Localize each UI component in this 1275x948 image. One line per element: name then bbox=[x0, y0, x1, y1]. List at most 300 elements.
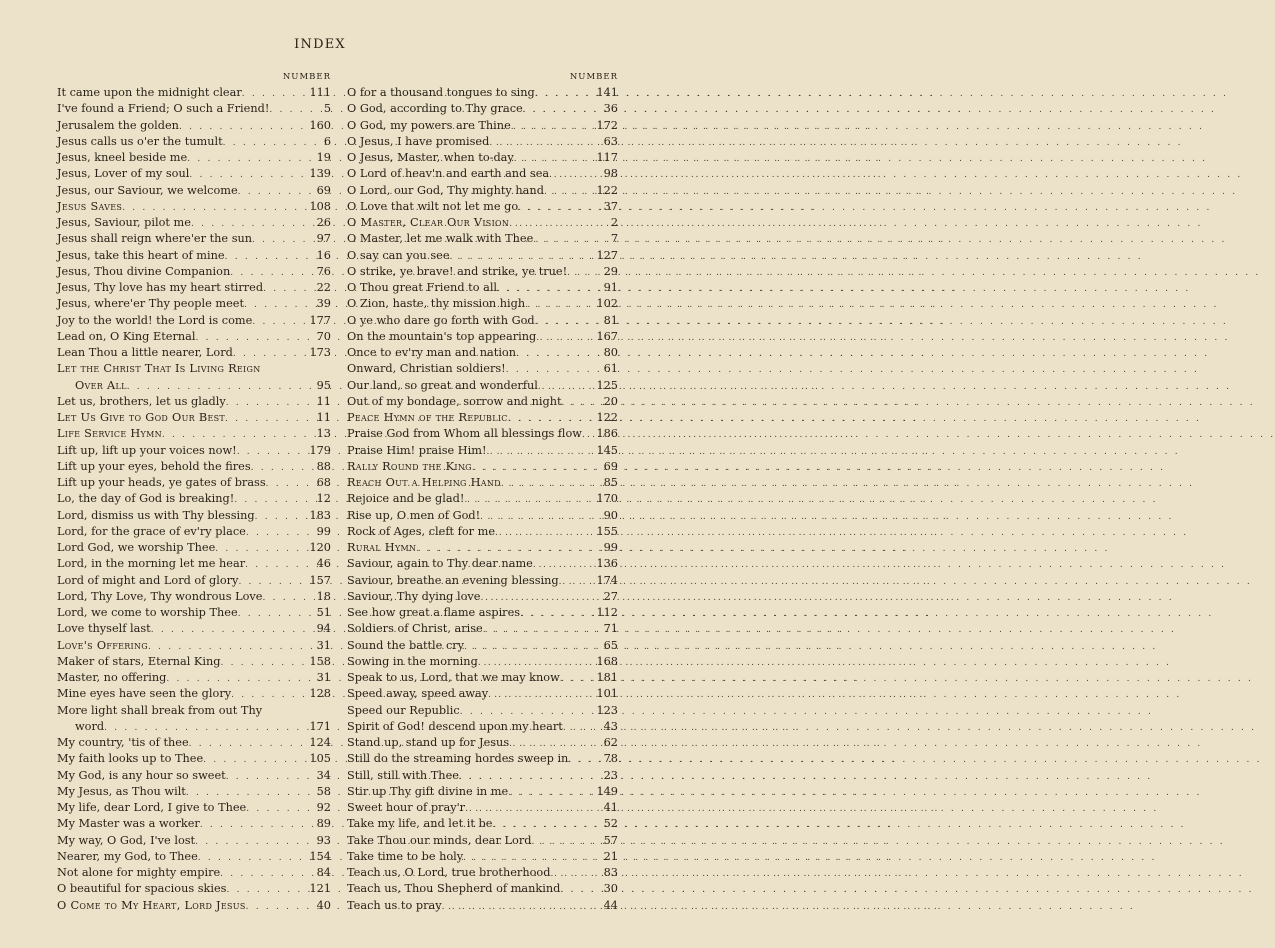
hymn-number: 37 bbox=[603, 199, 618, 213]
hymn-number: 149 bbox=[596, 784, 618, 798]
hymn-number: 117 bbox=[596, 151, 618, 164]
index-entry bbox=[57, 231, 331, 247]
hymn-title: Sweet hour of pray'r bbox=[347, 801, 466, 814]
index-entry bbox=[57, 621, 331, 637]
leader-dots bbox=[226, 882, 306, 898]
leader-dots bbox=[560, 671, 593, 687]
hymn-number: 11 bbox=[316, 394, 331, 408]
leader-dots bbox=[223, 135, 306, 151]
hymn-number: 160 bbox=[309, 118, 331, 132]
index-entry bbox=[347, 85, 618, 101]
hymn-number: 36 bbox=[603, 102, 618, 116]
leader-dots bbox=[162, 427, 306, 443]
leader-dots bbox=[535, 86, 593, 102]
index-entry bbox=[347, 898, 618, 914]
hymn-number: 69 bbox=[316, 183, 331, 197]
index-entry bbox=[347, 508, 618, 524]
index-entry bbox=[57, 524, 331, 540]
leader-dots bbox=[567, 265, 593, 281]
index-entry bbox=[57, 166, 331, 182]
hymn-number: 154 bbox=[309, 849, 331, 863]
hymn-number: 69 bbox=[603, 459, 618, 473]
hymn-number: 13 bbox=[316, 427, 331, 441]
hymn-title: Rural Hymn bbox=[347, 541, 417, 554]
index-entry bbox=[347, 768, 618, 784]
hymn-number: 30 bbox=[603, 882, 618, 896]
hymn-number: 57 bbox=[603, 833, 618, 847]
index-entry bbox=[347, 589, 618, 605]
index-entry bbox=[347, 378, 618, 394]
leader-dots bbox=[489, 135, 593, 151]
index-entry bbox=[347, 134, 618, 150]
index-entry bbox=[57, 865, 331, 881]
hymn-number: 91 bbox=[603, 281, 618, 294]
leader-dots bbox=[559, 574, 593, 590]
hymn-title: Jesus, our Saviour, we welcome bbox=[57, 183, 238, 197]
index-entry bbox=[57, 280, 331, 296]
hymn-number: 29 bbox=[603, 264, 618, 278]
hymn-title: O Jesus, I have promised bbox=[347, 134, 490, 148]
hymn-title: My Jesus, as Thou wilt bbox=[57, 784, 186, 798]
leader-dots bbox=[245, 557, 306, 573]
leader-dots bbox=[148, 639, 306, 655]
hymn-title: Jerusalem the golden bbox=[57, 118, 179, 132]
index-entry bbox=[347, 231, 618, 247]
hymn-number: 58 bbox=[316, 784, 331, 798]
hymn-title: word bbox=[75, 719, 105, 733]
index-entry bbox=[347, 605, 618, 621]
hymn-title: Saviour, Thy dying love bbox=[347, 589, 481, 603]
leader-dots bbox=[196, 330, 306, 346]
hymn-title: O beautiful for spacious skies bbox=[57, 882, 227, 896]
hymn-title: O Zion, haste, thy mission high bbox=[347, 297, 526, 311]
hymn-number: 168 bbox=[596, 654, 618, 668]
index-entry bbox=[57, 573, 331, 589]
leader-dots bbox=[533, 557, 593, 573]
hymn-title: Jesus calls us o'er the tumult bbox=[57, 134, 223, 148]
hymn-number: 52 bbox=[603, 817, 618, 831]
hymn-title: Lord, we come to worship Thee bbox=[57, 606, 238, 619]
leader-dots bbox=[518, 200, 593, 216]
hymn-title: My country, 'tis of thee bbox=[57, 736, 189, 749]
leader-dots bbox=[234, 492, 306, 508]
hymn-title: Take time to be holy bbox=[347, 849, 464, 863]
hymn-number: 41 bbox=[603, 801, 618, 814]
hymn-title: Not alone for mighty empire bbox=[57, 866, 221, 879]
index-entry bbox=[57, 85, 331, 101]
index-entry bbox=[57, 264, 331, 280]
hymn-number: 90 bbox=[603, 508, 618, 522]
hymn-number: 84 bbox=[316, 866, 331, 879]
index-entry bbox=[347, 784, 618, 800]
hymn-title: Once to ev'ry man and nation bbox=[347, 346, 517, 359]
hymn-number: 111 bbox=[309, 86, 331, 99]
leader-dots bbox=[514, 151, 593, 167]
column-header: NUMBER bbox=[569, 72, 618, 82]
hymn-number: 88 bbox=[316, 459, 331, 473]
leader-dots bbox=[582, 427, 593, 443]
hymn-number: 181 bbox=[596, 671, 618, 684]
hymn-title: Maker of stars, Eternal King bbox=[57, 654, 221, 668]
hymn-number: 99 bbox=[316, 524, 331, 538]
index-entry bbox=[347, 670, 618, 686]
hymn-title: Rock of Ages, cleft for me bbox=[347, 524, 496, 538]
hymn-number: 16 bbox=[316, 248, 331, 262]
hymn-title: My God, is any hour so sweet bbox=[57, 768, 226, 782]
leader-dots bbox=[191, 216, 306, 232]
index-entry bbox=[57, 654, 331, 670]
index-entry bbox=[347, 638, 618, 654]
hymn-title: Take my life, and let it be bbox=[347, 817, 493, 831]
leader-dots bbox=[550, 866, 593, 882]
leader-dots bbox=[226, 395, 306, 411]
hymn-title: Praise Him! praise Him! bbox=[347, 443, 487, 457]
leader-dots bbox=[127, 379, 306, 395]
index-entry bbox=[57, 361, 331, 377]
index-entry bbox=[57, 833, 331, 849]
hymn-number: 31 bbox=[316, 638, 331, 652]
leader-dots bbox=[459, 769, 593, 785]
leader-dots bbox=[189, 167, 306, 183]
leader-dots bbox=[225, 411, 306, 427]
hymn-number: 21 bbox=[603, 849, 618, 863]
leader-dots bbox=[442, 899, 593, 915]
leader-dots bbox=[244, 297, 306, 313]
index-entry bbox=[347, 426, 618, 442]
hymn-number: 6 bbox=[323, 134, 331, 148]
hymn-number: 81 bbox=[603, 313, 618, 327]
hymn-number: 186 bbox=[596, 427, 618, 441]
index-entry bbox=[57, 183, 331, 199]
hymn-number: 157 bbox=[309, 573, 331, 587]
hymn-title: Speed our Republic bbox=[347, 703, 460, 717]
index-entry bbox=[347, 313, 618, 329]
leader-dots bbox=[563, 720, 593, 736]
hymn-title: Mine eyes have seen the glory bbox=[57, 687, 232, 701]
index-entry bbox=[57, 589, 331, 605]
hymn-number: 61 bbox=[603, 362, 618, 376]
hymn-number: 108 bbox=[309, 199, 331, 213]
hymn-title: Lord, for the grace of ev'ry place bbox=[57, 524, 246, 538]
leader-dots bbox=[237, 444, 306, 460]
hymn-title: Still, still with Thee bbox=[347, 768, 459, 782]
hymn-title: O for a thousand tongues to sing bbox=[347, 86, 535, 99]
hymn-number: 27 bbox=[603, 589, 618, 603]
leader-dots bbox=[472, 460, 593, 476]
leader-dots bbox=[523, 102, 593, 118]
hymn-title: Lead on, O King Eternal bbox=[57, 329, 196, 343]
hymn-title: Life Service Hymn bbox=[57, 427, 162, 441]
hymn-title: Rally Round the King bbox=[347, 459, 472, 473]
hymn-title: Teach us, Thou Shepherd of mankind bbox=[347, 882, 561, 896]
index-entry bbox=[347, 118, 618, 134]
index-entry bbox=[347, 280, 618, 296]
leader-dots bbox=[200, 817, 306, 833]
leader-dots bbox=[509, 736, 593, 752]
index-entry bbox=[347, 881, 618, 897]
leader-dots bbox=[186, 785, 306, 801]
index-entry bbox=[347, 735, 618, 751]
hymn-title: Rejoice and be glad! bbox=[347, 492, 465, 506]
hymn-number: 20 bbox=[603, 394, 618, 408]
hymn-title: O God, according to Thy grace bbox=[347, 102, 523, 116]
index-entry bbox=[347, 491, 618, 507]
leader-dots bbox=[179, 119, 306, 135]
index-entry bbox=[57, 394, 331, 410]
hymn-title: O Master, Clear Our Vision bbox=[347, 216, 510, 229]
hymn-title: O say can you see bbox=[347, 248, 450, 262]
index-entry bbox=[57, 378, 331, 394]
leader-dots bbox=[508, 785, 593, 801]
leader-dots bbox=[255, 509, 306, 525]
hymn-number: 89 bbox=[316, 817, 331, 831]
leader-dots bbox=[465, 801, 593, 817]
hymn-number: 173 bbox=[309, 346, 331, 359]
hymn-title: Rise up, O men of God! bbox=[347, 508, 481, 522]
index-entry bbox=[347, 654, 618, 670]
entry-list bbox=[347, 85, 618, 914]
index-entry bbox=[347, 524, 618, 540]
hymn-number: 122 bbox=[596, 411, 618, 424]
hymn-title: Lord of might and Lord of glory bbox=[57, 573, 239, 587]
hymn-number: 78 bbox=[603, 752, 618, 766]
index-entry bbox=[347, 443, 618, 459]
leader-dots bbox=[246, 801, 306, 817]
leader-dots bbox=[464, 639, 593, 655]
hymn-title: Nearer, my God, to Thee bbox=[57, 849, 198, 863]
hymn-number: 11 bbox=[316, 411, 331, 424]
leader-dots bbox=[516, 346, 593, 362]
hymn-title: Jesus, Thou divine Companion bbox=[57, 264, 231, 278]
leader-dots bbox=[501, 476, 593, 492]
index-entry bbox=[347, 556, 618, 572]
leader-dots bbox=[509, 216, 593, 232]
hymn-number: 121 bbox=[309, 882, 331, 896]
index-entry bbox=[347, 865, 618, 881]
leader-dots bbox=[151, 622, 306, 638]
hymn-title: Lift up, lift up your voices now! bbox=[57, 443, 237, 457]
hymn-number: 39 bbox=[316, 297, 331, 311]
leader-dots bbox=[464, 492, 593, 508]
index-entry bbox=[57, 735, 331, 751]
index-entry bbox=[57, 784, 331, 800]
hymn-number: 101 bbox=[596, 687, 618, 701]
index-entry bbox=[347, 183, 618, 199]
hymn-title: Take Thou our minds, dear Lord bbox=[347, 833, 532, 847]
leader-dots bbox=[221, 655, 307, 671]
index-entry bbox=[347, 361, 618, 377]
hymn-number: 102 bbox=[596, 297, 618, 311]
hymn-title: Lord, dismiss us with Thy blessing bbox=[57, 508, 255, 522]
hymn-number: 80 bbox=[603, 346, 618, 359]
hymn-number: 70 bbox=[316, 329, 331, 343]
hymn-number: 183 bbox=[309, 508, 331, 522]
hymn-title: Jesus, where'er Thy people meet bbox=[57, 297, 245, 311]
leader-dots bbox=[233, 346, 306, 362]
hymn-title: O Love that wilt not let me go bbox=[347, 199, 519, 213]
leader-dots bbox=[220, 866, 306, 882]
leader-dots bbox=[195, 834, 306, 850]
hymn-title: Let the Christ That Is Living Reign bbox=[57, 362, 261, 376]
hymn-title: Lord, in the morning let me hear bbox=[57, 557, 246, 571]
hymn-title: My life, dear Lord, I give to Thee bbox=[57, 801, 247, 814]
hymn-title: Jesus, Lover of my soul bbox=[57, 167, 190, 181]
hymn-title: Jesus Saves bbox=[57, 199, 123, 213]
leader-dots bbox=[531, 834, 593, 850]
hymn-title: Jesus, Thy love has my heart stirred bbox=[57, 281, 264, 294]
index-entry bbox=[347, 849, 618, 865]
leader-dots bbox=[238, 184, 306, 200]
hymn-number: 18 bbox=[316, 589, 331, 603]
index-entry bbox=[347, 621, 618, 637]
hymn-title: Speed away, speed away bbox=[347, 687, 489, 701]
hymn-number: 155 bbox=[596, 524, 618, 538]
leader-dots bbox=[568, 752, 593, 768]
index-entry bbox=[347, 329, 618, 345]
leader-dots bbox=[506, 362, 593, 378]
hymn-number: 179 bbox=[309, 443, 331, 457]
index-entry bbox=[347, 573, 618, 589]
hymn-title: Saviour, again to Thy dear name bbox=[347, 557, 533, 571]
hymn-number: 40 bbox=[316, 898, 331, 912]
hymn-title: Jesus shall reign where'er the sun bbox=[57, 232, 253, 246]
leader-dots bbox=[533, 232, 593, 248]
leader-dots bbox=[483, 622, 593, 638]
hymn-title: It came upon the midnight clear bbox=[57, 86, 242, 99]
leader-dots bbox=[497, 281, 593, 297]
leader-dots bbox=[166, 671, 306, 687]
hymn-number: 26 bbox=[316, 216, 331, 229]
hymn-title: On the mountain's top appearing bbox=[347, 329, 537, 343]
hymn-title: Spirit of God! descend upon my heart bbox=[347, 719, 563, 733]
hymn-number: 141 bbox=[596, 86, 618, 99]
hymn-number: 125 bbox=[596, 378, 618, 392]
index-entry bbox=[347, 215, 618, 231]
leader-dots bbox=[525, 297, 593, 313]
leader-dots bbox=[263, 281, 306, 297]
hymn-number: 128 bbox=[309, 687, 331, 701]
hymn-number: 34 bbox=[316, 768, 331, 782]
hymn-number: 158 bbox=[309, 654, 331, 668]
hymn-title: Teach us, O Lord, true brotherhood bbox=[347, 866, 551, 879]
hymn-title: Our land, so great and wonderful bbox=[347, 378, 538, 392]
hymn-title: Master, no offering bbox=[57, 671, 167, 684]
hymn-number: 22 bbox=[316, 281, 331, 294]
hymn-title: Let Us Give to God Our Best bbox=[57, 411, 226, 424]
leader-dots bbox=[187, 151, 306, 167]
hymn-number: 31 bbox=[316, 671, 331, 684]
hymn-title: Jesus, Saviour, pilot me bbox=[57, 216, 191, 229]
hymn-title: Peace Hymn of the Republic bbox=[347, 411, 508, 424]
index-entry bbox=[57, 686, 331, 702]
hymn-title: See how great a flame aspires bbox=[347, 606, 521, 619]
hymn-title: Love's Offering bbox=[57, 638, 148, 652]
index-entry bbox=[57, 475, 331, 491]
hymn-number: 43 bbox=[603, 719, 618, 733]
leader-dots bbox=[463, 850, 593, 866]
index-entry bbox=[57, 313, 331, 329]
hymn-number: 51 bbox=[316, 606, 331, 619]
index-entry bbox=[347, 410, 618, 426]
hymn-title: Lean Thou a little nearer, Lord bbox=[57, 346, 233, 359]
leader-dots bbox=[538, 379, 593, 395]
leader-dots bbox=[269, 102, 306, 118]
index-entry bbox=[347, 296, 618, 312]
index-entry bbox=[347, 686, 618, 702]
hymn-number: 170 bbox=[596, 492, 618, 506]
hymn-number: 94 bbox=[316, 622, 331, 636]
hymn-title: Speak to us, Lord, that we may know bbox=[347, 671, 560, 684]
hymn-title: O Come to My Heart, Lord Jesus bbox=[57, 898, 246, 912]
hymn-number: 5 bbox=[323, 102, 331, 116]
leader-dots bbox=[198, 850, 306, 866]
index-entry bbox=[347, 719, 618, 735]
leader-dots bbox=[262, 590, 306, 606]
hymn-title: Lord God, we worship Thee bbox=[57, 541, 216, 554]
index-entry bbox=[347, 101, 618, 117]
hymn-number: 93 bbox=[316, 833, 331, 847]
leader-dots bbox=[252, 314, 306, 330]
hymn-number: 97 bbox=[316, 232, 331, 246]
hymn-number: 172 bbox=[596, 118, 618, 132]
leader-dots bbox=[246, 525, 306, 541]
leader-dots bbox=[238, 606, 306, 622]
hymn-title: Out of my bondage, sorrow and night bbox=[347, 394, 562, 408]
leader-dots bbox=[508, 411, 593, 427]
index-entry bbox=[57, 703, 331, 719]
hymn-number: 19 bbox=[316, 151, 331, 164]
hymn-title: More light shall break from out Thy bbox=[57, 703, 263, 717]
leader-dots bbox=[478, 655, 593, 671]
index-entry bbox=[347, 248, 618, 264]
leader-dots bbox=[230, 265, 306, 281]
index-entry bbox=[347, 800, 618, 816]
hymn-number: 139 bbox=[309, 167, 331, 181]
hymn-title: O Master, let me walk with Thee bbox=[347, 232, 534, 246]
hymn-number: 63 bbox=[603, 134, 618, 148]
index-entry bbox=[57, 719, 331, 735]
leader-dots bbox=[215, 541, 306, 557]
hymn-title: Onward, Christian soldiers! bbox=[347, 362, 506, 376]
hymn-title: My faith looks up to Thee bbox=[57, 752, 204, 766]
leader-dots bbox=[549, 167, 593, 183]
hymn-title: O God, my powers are Thine bbox=[347, 118, 511, 132]
hymn-number: 46 bbox=[316, 557, 331, 571]
hymn-number: 44 bbox=[603, 898, 618, 912]
index-entry bbox=[57, 508, 331, 524]
hymn-title: O Jesus, Master, when to-day bbox=[347, 151, 514, 164]
leader-dots bbox=[122, 200, 306, 216]
hymn-title: I've found a Friend; O such a Friend! bbox=[57, 102, 270, 116]
hymn-title: Soldiers of Christ, arise bbox=[347, 622, 483, 636]
leader-dots bbox=[560, 882, 593, 898]
hymn-number: 12 bbox=[316, 492, 331, 506]
leader-dots bbox=[251, 460, 306, 476]
index-entry bbox=[57, 443, 331, 459]
leader-dots bbox=[231, 687, 306, 703]
index-entry bbox=[347, 150, 618, 166]
hymn-title: O ye who dare go forth with God bbox=[347, 313, 535, 327]
index-entry bbox=[57, 199, 331, 215]
index-entry bbox=[347, 345, 618, 361]
index-entry bbox=[57, 150, 331, 166]
index-entry bbox=[347, 166, 618, 182]
index-entry bbox=[57, 296, 331, 312]
hymn-number: 145 bbox=[596, 443, 618, 457]
hymn-number: 177 bbox=[309, 313, 331, 327]
hymn-number: 95 bbox=[316, 378, 331, 392]
hymn-number: 65 bbox=[603, 638, 618, 652]
